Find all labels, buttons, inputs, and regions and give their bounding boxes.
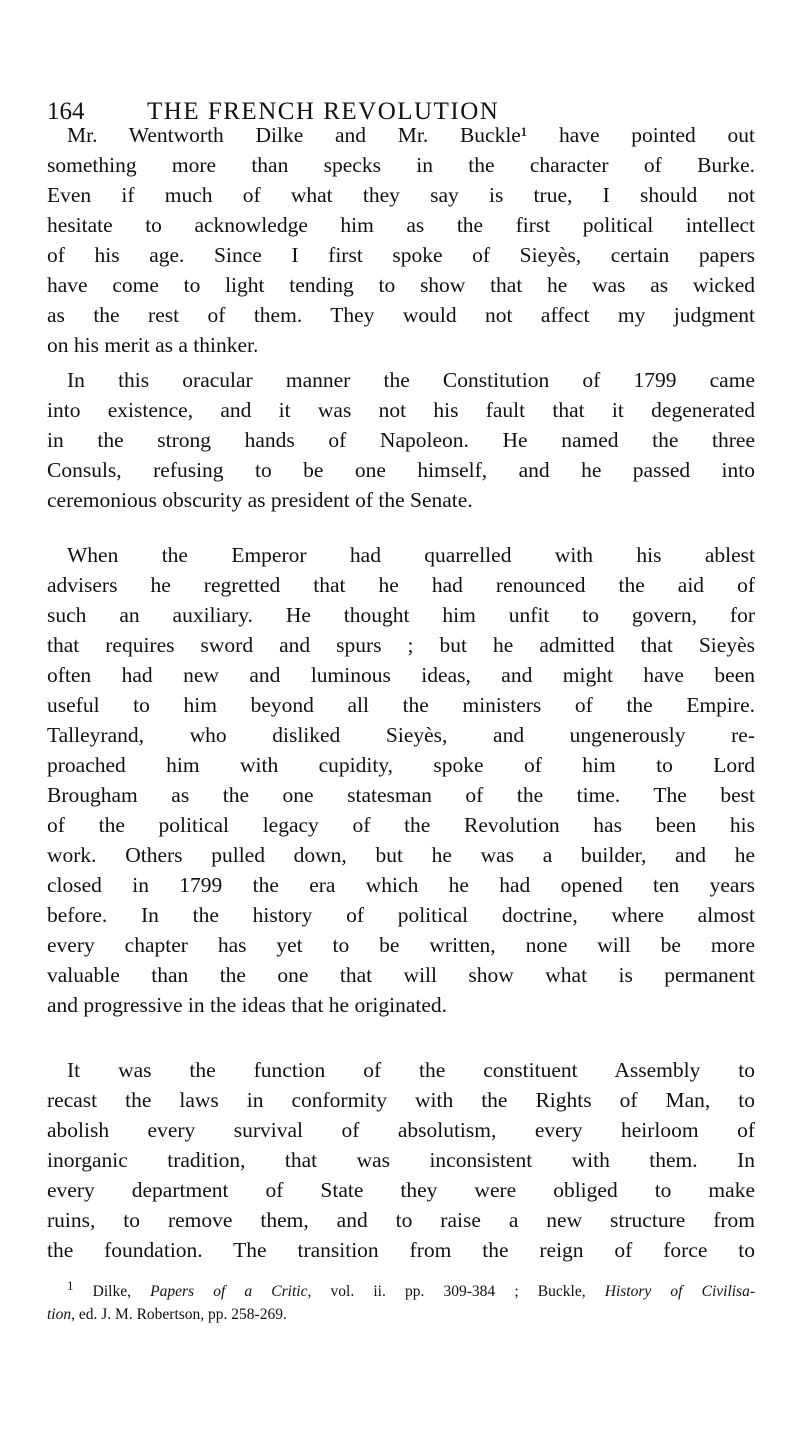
text-line: work. Others pulled down, but he was a builder, and he xyxy=(47,843,755,867)
text-line: hesitate to acknowledge him as the first political intellect xyxy=(47,213,755,237)
text-line: valuable than the one that will show what is permanent xyxy=(47,963,755,987)
text-line: in the strong hands of Napoleon. He named the three xyxy=(47,428,755,452)
footnote xyxy=(47,1277,756,1326)
text-line: ceremonious obscurity as president of the Senate. xyxy=(47,488,473,512)
text-line: It was the function of the constituent Assembly to xyxy=(67,1058,755,1082)
text-line: on his merit as a thinker. xyxy=(47,333,259,357)
text-line: In this oracular manner the Constitution of 1799 came xyxy=(67,368,755,392)
text-line: and progressive in the ideas that he originated. xyxy=(47,993,448,1017)
text-line: of his age. Since I first spoke of Sieyès, certain papers xyxy=(47,243,755,267)
text-line: every chapter has yet to be written, none will be more xyxy=(47,933,755,957)
text-line: into existence, and it was not his fault that it degenerated xyxy=(47,398,755,422)
text-line: Talleyrand, who disliked Sieyès, and ungenerously re- xyxy=(47,723,755,747)
paragraph-3 xyxy=(47,540,755,1020)
text-line: every department of State they were obliged to make xyxy=(47,1178,755,1202)
text-line: before. In the history of political doctrine, where almost xyxy=(47,903,755,927)
text-line: that requires sword and spurs ; but he admitted that Sieyès xyxy=(47,633,755,657)
text-line: abolish every survival of absolutism, every heirloom of xyxy=(47,1118,755,1142)
text-line: closed in 1799 the era which he had opened ten years xyxy=(47,873,755,897)
text-line: often had new and luminous ideas, and might have been xyxy=(47,663,755,687)
text-line: useful to him beyond all the ministers of the Empire. xyxy=(47,693,755,717)
text-line: of the political legacy of the Revolution has been his xyxy=(47,813,755,837)
page-number: 164 xyxy=(47,98,85,125)
text-line: as the rest of them. They would not affect my judgment xyxy=(47,303,755,327)
paragraph-1 xyxy=(47,120,755,360)
text-line: something more than specks in the character of Burke. xyxy=(47,153,755,177)
text-line: recast the laws in conformity with the Rights of Man, to xyxy=(47,1088,755,1112)
text-line: advisers he regretted that he had renounced the aid of xyxy=(47,573,755,597)
footnote-title: Papers of a Critic xyxy=(150,1283,308,1300)
text-line: Consuls, refusing to be one himself, and he passed into xyxy=(47,458,755,482)
text-line: ruins, to remove them, and to raise a new structure from xyxy=(47,1208,755,1232)
paragraph-2 xyxy=(47,365,755,515)
running-title: THE FRENCH REVOLUTION xyxy=(147,98,500,125)
footnote-text: Dilke, xyxy=(92,1283,151,1300)
text-line: When the Emperor had quarrelled with his ablest xyxy=(67,543,755,567)
footnote-title: tion xyxy=(47,1306,72,1323)
text-line: inorganic tradition, that was inconsistent with them. In xyxy=(47,1148,755,1172)
paragraph-4 xyxy=(47,1055,755,1265)
footnote-line-2 xyxy=(47,1303,755,1326)
footnote-line-1 xyxy=(47,1277,756,1303)
text-line: such an auxiliary. He thought him unfit to govern, for xyxy=(47,603,755,627)
text-line: Mr. Wentworth Dilke and Mr. Buckle¹ have pointed out xyxy=(67,123,755,147)
footnote-marker: 1 xyxy=(67,1277,74,1293)
text-line: the foundation. The transition from the reign of force to xyxy=(47,1238,755,1262)
text-line: have come to light tending to show that he was as wicked xyxy=(47,273,755,297)
footnote-text: , vol. ii. pp. 309-384 ; Buckle, xyxy=(307,1283,605,1300)
text-line: proached him with cupidity, spoke of him to Lord xyxy=(47,753,755,777)
footnote-title: History of Civilisa- xyxy=(604,1283,756,1300)
footnote-text: , ed. J. M. Robertson, pp. 258-269. xyxy=(71,1306,287,1323)
text-line: Even if much of what they say is true, I should not xyxy=(47,183,755,207)
text-line: Brougham as the one statesman of the time. The best xyxy=(47,783,755,807)
